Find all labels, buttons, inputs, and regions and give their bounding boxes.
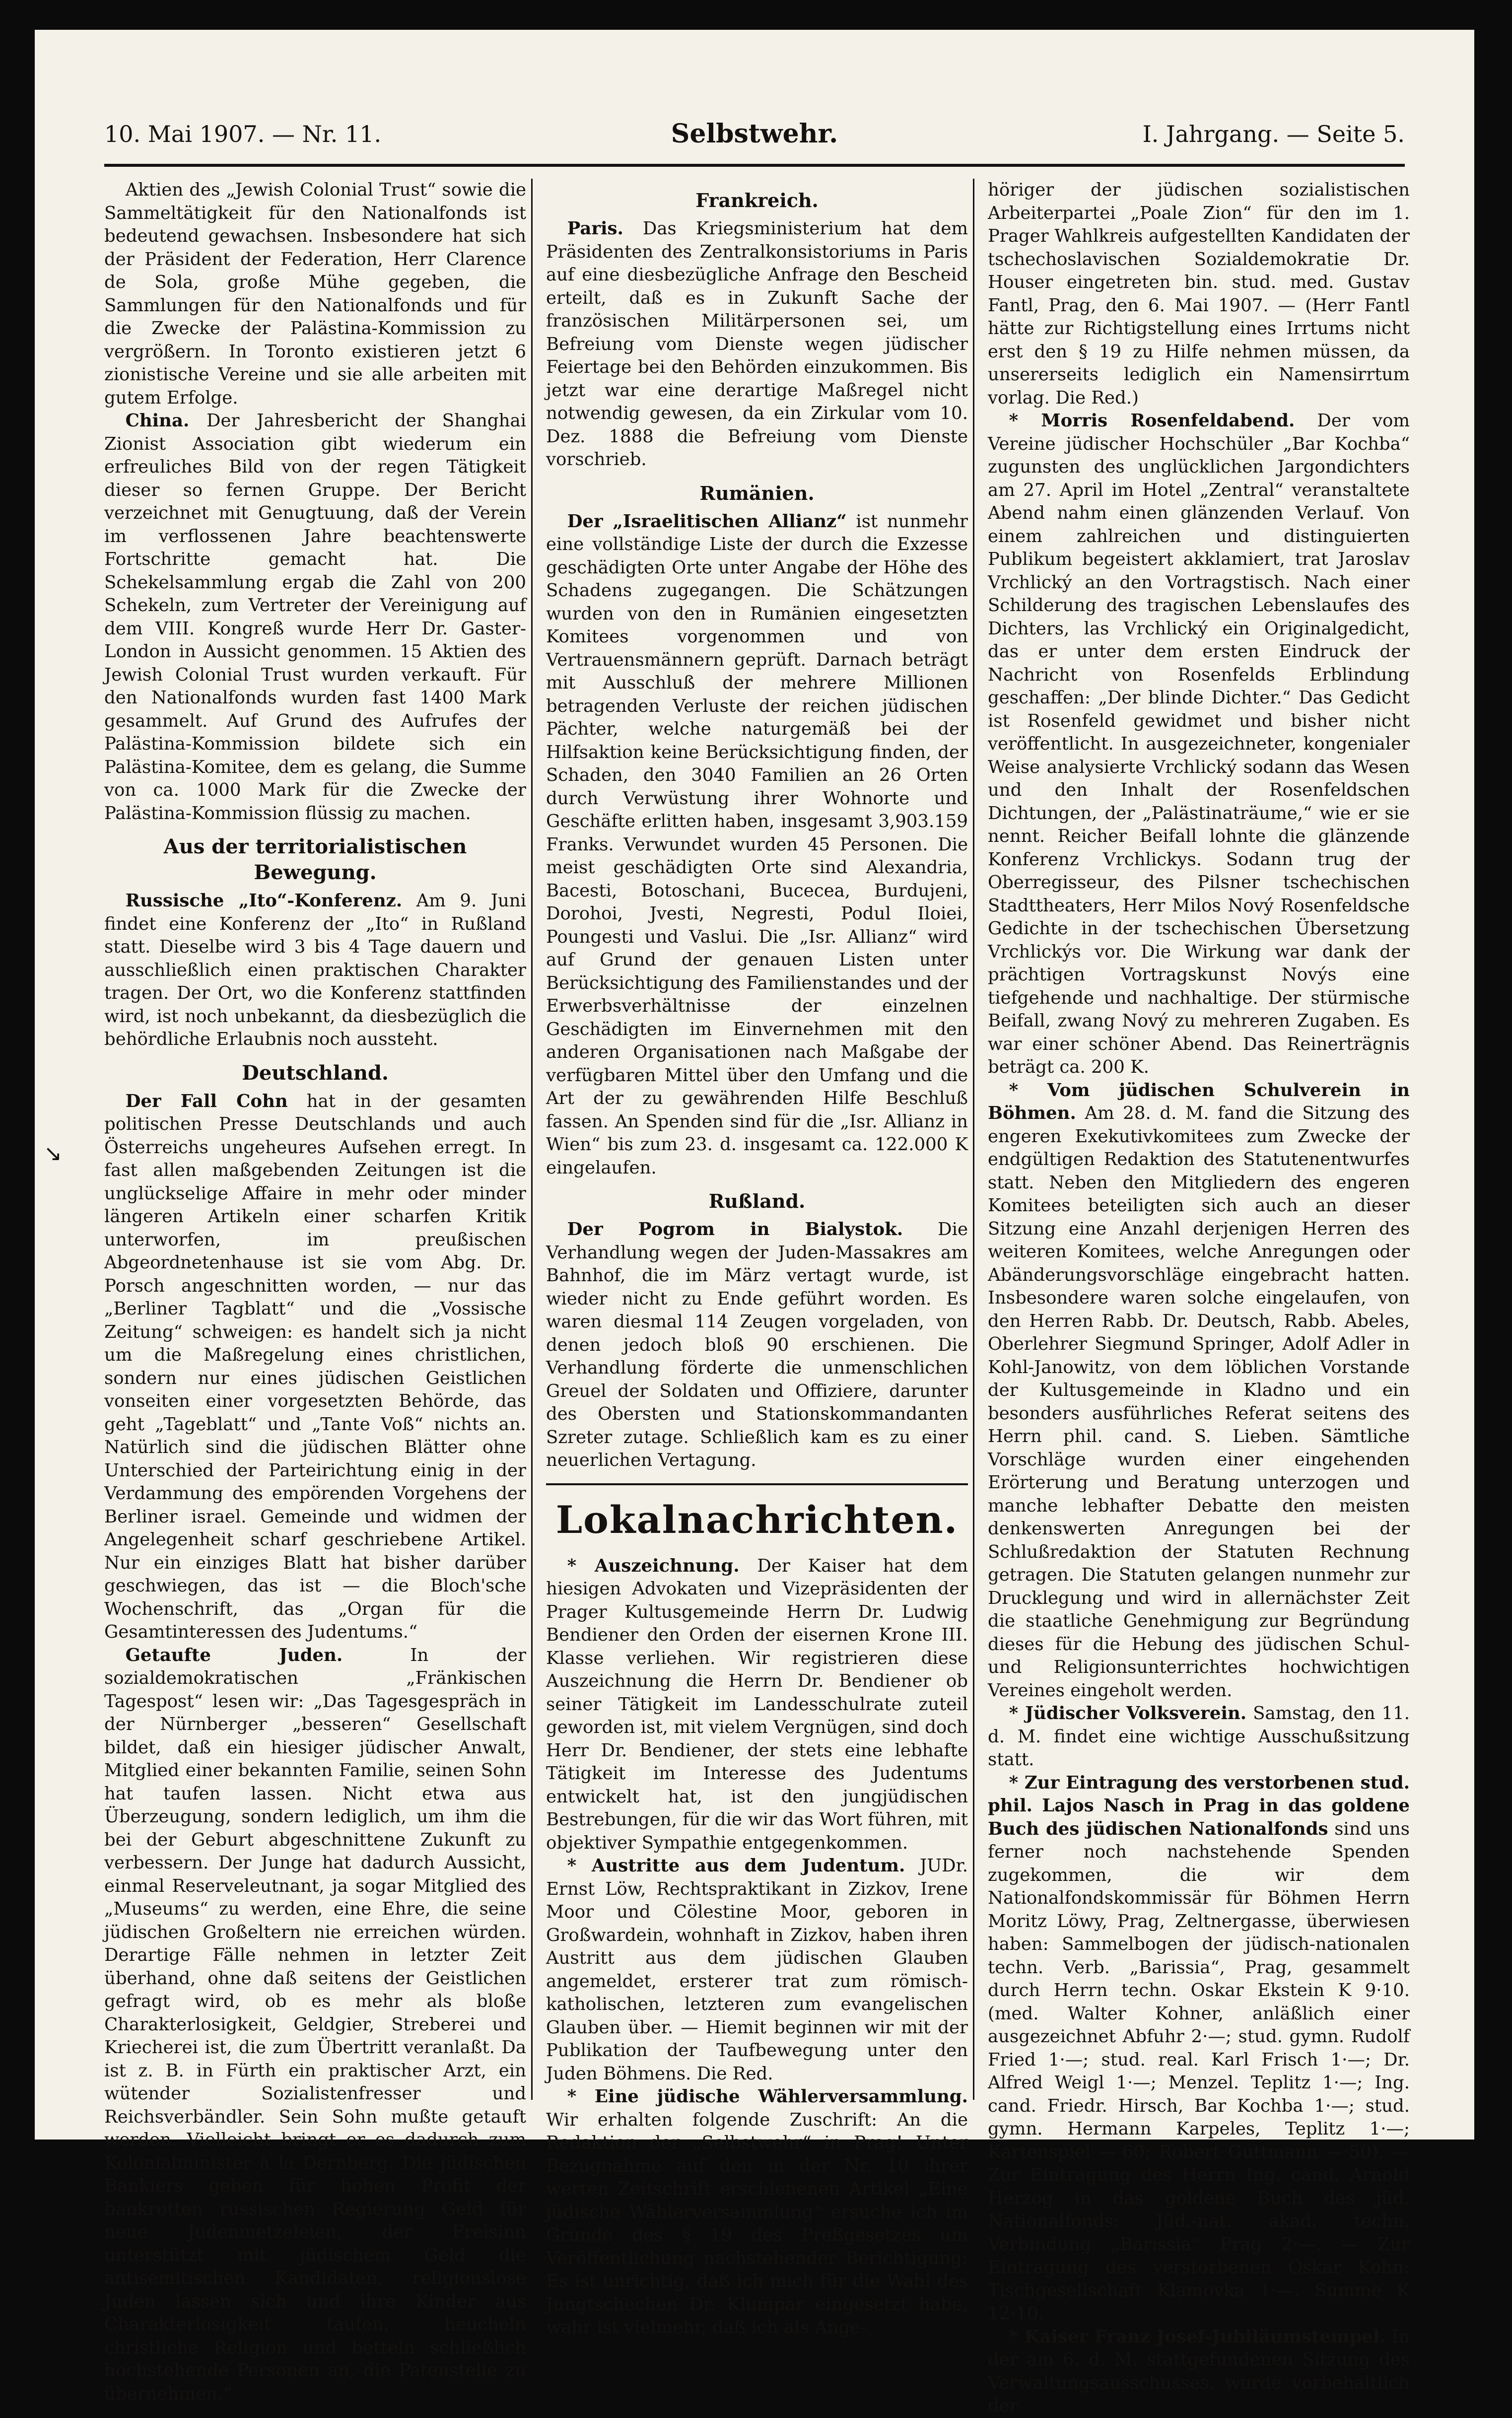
- column-rule-2: [973, 179, 974, 2100]
- page-header: [104, 114, 1405, 154]
- header-masthead: Selbstwehr.: [671, 119, 838, 149]
- article-stempel-body: In der am 6. d. M. stattgefundenen Sitzung des Verwaltungsausschusses, wurde vorbehaltlich der: [988, 2326, 1410, 2416]
- article-pogrom-body: Die Verhandlung wegen der Juden-Massakres am Bahnhof, die im März vertagt wurde, ist wieder nicht zu Ende geführt worden. Es waren diesmal 114 Zeugen vorgeladen, von denen jedoch bloß 90 erschienen. Die Verhandlung förderte die unmenschlichen Greuel der Soldaten und Offiziere, darunter des Obersten und Stationskommandanten Szreter zutage. Schließlich kam es zu einer neuerlichen Vertagung.: [546, 1219, 968, 1470]
- header-volume-page: I. Jahrgang. — Seite 5.: [1142, 121, 1405, 147]
- column-3: [988, 179, 1410, 2416]
- section-heading-russia: Rußland.: [708, 1190, 806, 1212]
- article-waehler-continuation: höriger der jüdischen sozialistischen Arbeiterpartei „Poale Zion“ für den im 1. Prager Wahlkreis aufgestellten Kandidaten der tschechoslavischen Sozialdemokratie Dr. Houser eingetreten bin. stud. med. Gustav Fantl, Prag, den 6. Mai 1907. — (Herr Fantl hätte zur Richtigstellung eines Irrtums nicht erst den § 19 zu Hilfe nehmen müssen, da unsererseits lediglich ein Namensirrtum vorlag. Die Red.): [988, 180, 1410, 408]
- section-heading-france: Frankreich.: [695, 189, 819, 211]
- article-rosenfeldabend: [988, 410, 1410, 1079]
- newspaper-page: [35, 30, 1474, 2416]
- article-pogrom-bialystok: [546, 1218, 968, 1472]
- article-waehler-body: Wir erhalten folgende Zuschrift: An die Redaktion der „Selbstwehr“ in Prag! Unter Bezugnahme auf den in der Nr. 10 ihrer werten Zeitschrift erschienenen Artikel „Eine jüdische Wählerversammlung“ ersuche ich im Grunde des § 19 des Preßgesetzes um Veröffentlichung nachstehender Berichtigung: Es ist unrichtig, daß ich mich für die Wahl des Jungtschechen Dr. Klumpar eingesetzt habe, wahr ist vielmehr, daß ich als Ange-: [546, 2109, 968, 2338]
- header-rule: [104, 164, 1405, 167]
- section-divider-rule: [546, 1483, 968, 1485]
- article-auszeichnung-title: * Auszeichnung.: [567, 1555, 740, 1576]
- article-jubilaeumstempel: [988, 2326, 1410, 2418]
- article-austritte: [546, 1855, 968, 2085]
- article-ito-body: Am 9. Juni findet eine Konferenz der „Ito“ in Rußland statt. Dieselbe wird 3 bis 4 Tage dauern und ausschließlich einen praktischen Charakter tragen. Der Ort, wo die Konferenz stattfinden wird, ist noch unbekannt, da diesbezüglich die behördliche Erlaubnis noch aussteht.: [104, 891, 527, 1049]
- article-nationalfonds: [988, 1772, 1410, 2326]
- article-waehler-title: * Eine jüdische Wählerversammlung.: [567, 2086, 968, 2107]
- article-rosenfeld-title: * Morris Rosenfeldabend.: [1009, 411, 1295, 431]
- article-pogrom-title: Der Pogrom in Bialystok.: [567, 1219, 903, 1240]
- article-allianz-body: ist nunmehr eine vollständige Liste der durch die Exzesse geschädigten Orte unter Angabe der Höhe des Schadens zugegangen. Die Schätzungen wurden von den in Rumänien eingesetzten Komitees vorgenommen und von Vertrauensmännern geprüft. Darnach beträgt mit Ausschluß der mehrere Millionen betragenden Verluste der reichen jüdischen Pächter, welche naturgemäß bei der Hilfsaktion keine Berücksichtigung finden, der Schaden, den 3040 Familien an 26 Orten durch Verwüstung ihrer Wohnorte und Geschäfte erlitten haben, insgesamt 3,903.159 Franks. Verwundet wurden 45 Personen. Die meist geschädigten Orte sind Alexandria, Bacesti, Botoschani, Buceceа, Burdujeni, Dorohoi, Jvesti, Negresti, Podul Iloiei, Poungesti und Vaslui. Die „Isr. Allianz“ wird auf Grund der genauen Listen unter Berücksichtigung des Familienstandes und der Erwerbsverhältnisse der einzelnen Geschädigten im Einvernehmen mit den anderen Organisationen nach Maßgabe der verfügbaren Mittel über den Umfang und die Art der zu gewährenden Hilfe Beschluß fassen. An Spenden sind für die „Isr. Allianz in Wien“ bis zum 23. d. insgesamt ca. 122.000 K eingelaufen.: [546, 511, 968, 1178]
- article-schulverein: [988, 1079, 1410, 1703]
- article-nationalfonds-body: sind uns ferner noch nachstehende Spenden zugekommen, die wir dem Nationalfondskommissär für Böhmen Herrn Moritz Löwy, Prag, Zeltnergasse, überwiesen haben: Sammelbogen der jüdisch-nationalen techn. Verb. „Barissia“, Prag, gesammelt durch Herrn techn. Oskar Ekstein K 9·10. (med. Walter Kohner, anläßlich einer ausgezeichnet Abfuhr 2·—; stud. gymn. Rudolf Fried 1·—; stud. real. Karl Frisch 1·—; Dr. Alfred Weigl 1·—; Menzel. Teplitz 1·—; Ing. cand. Friedr. Hirsch, Bar Kochba 1·—; stud. gymn. Hermann Karpeles, Teplitz 1·—; Kartenspiel —·60; Robert Guttmann —·50). — Zur Eintragung des Herrn Ing. cand. Arnold Herzog in das goldene Buch des jüd. Nationalfonds: Jüd.-nat. akad. techn. Verbindung „Barissia“ Prag 2·—. — Zur Eintragung des verstorbenen Oskar Kohn: Tischgesellschaft Klamovka 1·—. Summe K 12·10.: [988, 1818, 1410, 2324]
- article-auszeichnung: [546, 1555, 968, 1855]
- article-allianz: [546, 510, 968, 1180]
- article-ito-title: Russische „Ito“-Konferenz.: [125, 891, 403, 911]
- article-getaufte-body: In der sozialdemokratischen „Fränkischen Tagespost“ lesen wir: „Das Tagesgespräch in der Nürnberger „besseren“ Gesellschaft bildet, daß ein hiesiger jüdischer Anwalt, Mitglied einer bekannten Familie, seinen Sohn hat taufen lassen. Nicht etwa aus Überzeugung, sondern lediglich, um ihm die bei der Geburt abgeschnittene Zukunft zu verbessern. Der Junge hat dadurch Aussicht, einmal Reserveleutnant, ja sogar Mitglied des „Museums“ zu werden, eine Ehre, die seine jüdischen Großeltern nie erreichen würden. Derartige Fälle nehmen in letzter Zeit überhand, ohne daß seitens der Geistlichen gefragt wird, ob es mehr als bloße Charakterlosigkeit, Geldgier, Streberei und Kriecherei ist, die zum Übertritt veranlaßt. Da ist z. B. in Fürth ein praktischer Arzt, ein wütender Sozialistenfresser und Reichsverbändler. Sein Sohn mußte getauft werden. Vielleicht bringt er es dadurch zum Kolonialminister à la Dernberg. Die jüdischen Bankiers geben für hohen Profit der bankrotten russischen Regierung Geld für neue Judenmetzeleien, der Freisinn unterstützt mit jüdischem Geld die antisemitischen Kandidaten, religionslose Juden lassen sich und ihre Kinder aus Charakterlosigkeit taufen, heucheln christliche Religion und betteln schließlich hochstehende Personen an, die Patenstelle zu übernehmen.“: [104, 1645, 526, 2404]
- margin-arrow-mark: ↘: [44, 1141, 62, 1166]
- section-heading-romania: Rumänien.: [699, 482, 815, 504]
- section-heading-germany: Deutschland.: [242, 1061, 389, 1085]
- article-volksverein: [988, 1702, 1410, 1772]
- article-cohn-title: Der Fall Cohn: [125, 1091, 288, 1111]
- article-schulverein-title: * Vom jüdischen Schulverein in Böhmen.: [988, 1080, 1410, 1123]
- article-canada-continuation: Aktien des „Jewish Colonial Trust“ sowie die Sammeltätigkeit für den Nationalfonds ist bedeutend gewachsen. Insbesondere hat sich der Präsident der Federation, Herr Clarence de Sola, große Mühe gegeben, die Sammlungen für den Nationalfonds und für die Zwecke der Palästina-Kommission zu vergrößern. In Toronto existieren jetzt 6 zionistische Vereine und sie alle arbeiten mit gutem Erfolge.: [104, 180, 526, 408]
- article-paris: [546, 217, 968, 472]
- column-rule-1: [531, 179, 533, 2100]
- article-volksverein-title: * Jüdischer Volksverein.: [1009, 1703, 1247, 1724]
- article-austritte-title: * Austritte aus dem Judentum.: [567, 1856, 905, 1876]
- article-getaufte-juden: [104, 1644, 526, 2406]
- article-auszeichnung-body: Der Kaiser hat dem hiesigen Advokaten und Vizepräsidenten der Prager Kultusgemeinde Herrn Dr. Ludwig Bendiener den Orden der eisernen Krone III. Klasse verliehen. Wir registrieren diese Auszeichnung die Herrn Dr. Bendiener ob seiner Tätigkeit im Landesschulrate zuteil geworden ist, mit vielem Vergnügen, sind doch Herr Dr. Bendiener, der stets eine lebhafte Tätigkeit im Interesse des Judentums entwickelt hat, ist den jungjüdischen Bestrebungen, für die wir das Wort führen, mit objektiver Sympathie entgegenkommen.: [546, 1555, 968, 1853]
- article-fall-cohn: [104, 1090, 526, 1644]
- article-stempel-title: * Kaiser Franz Josef-Jubiläumstempel.: [1009, 2326, 1386, 2347]
- article-getaufte-title: Getaufte Juden.: [125, 1645, 343, 1665]
- header-date-issue: 10. Mai 1907. — Nr. 11.: [104, 121, 382, 147]
- article-china-title: China.: [125, 411, 190, 431]
- article-allianz-title: Der „Israelitischen Allianz“: [567, 511, 847, 532]
- article-china-body: Der Jahresbericht der Shanghai Zionist Association gibt wiederum ein erfreuliches Bild von der regen Tätigkeit dieser so fernen Gruppe. Der Bericht verzeichnet mit Genugtuung, daß der Verein im verflossenen Jahre beachtenswerte Fortschritte gemacht hat. Die Schekelsammlung ergab die Zahl von 200 Schekeln, zum Vertreter der Vereinigung auf dem VIII. Kongreß wurde Herr Dr. Gaster-London in Aussicht genommen. 15 Aktien des Jewish Colonial Trust wurden verkauft. Für den Nationalfonds wurden fast 1400 Mark gesammelt. Auf Grund des Aufrufes der Palästina-Kommission bildete sich ein Palästina-Komitee, dem es gelang, die Summe von ca. 1000 Mark für die Zwecke der Palästina-Kommission flüssig zu machen.: [104, 411, 526, 824]
- article-rosenfeld-body: Der vom Vereine jüdischer Hochschüler „Bar Kochba“ zugunsten des unglücklichen Jargondichters am 27. April im Hotel „Zentral“ veranstaltete Abend nahm einen glänzenden Verlauf. Von einem zahlreichen und distinguierten Publikum begeistert akklamiert, trat Jaroslav Vrchlický an den Vortragstisch. Nach einer Schilderung des tragischen Lebenslaufes des Dichters, las Vrchlický ein Originalgedicht, das er unter dem ersten Eindruck der Nachricht von Rosenfelds Erblindung geschaffen: „Der blinde Dichter.“ Das Gedicht ist Rosenfeld gewidmet und bisher nicht veröffentlicht. In ausgezeichneter, kongenialer Weise analysierte Vrchlický sodann das Wesen und den Inhalt der Rosenfeldschen Dichtungen, der „Palästinaträume,“ wie er sie nennt. Reicher Beifall lohnte die glänzende Konferenz Vrchlickys. Sodann trug der Oberregisseur, des Pilsner tschechischen Stadttheaters, Herr Milos Nový Rosenfeldsche Gedichte in der tschechischen Übersetzung Vrchlickýs vor. Die Wirkung war dank der prächtigen Vortragskunst Novýs eine tiefgehende und nachhaltige. Der stürmische Beifall, zwang Nový zu mehreren Zugaben. Es war einer schöner Abend. Das Reinerträgnis beträgt ca. 200 K.: [988, 411, 1410, 1077]
- article-schulverein-body: Am 28. d. M. fand die Sitzung des engeren Exekutivkomitees zum Zwecke der endgültigen Redaktion des Statutenentwurfes statt. Neben den Mitgliedern des engeren Komitees beteiligten sich auch an dieser Sitzung eine Anzahl derjenigen Herren des weiteren Komitees, welche Anregungen oder Abänderungsvorschläge eingebracht hatten. Insbesondere waren solche eingelaufen, von den Herren Rabb. Dr. Deutsch, Rabb. Abeles, Oberlehrer Siegmund Springer, Adolf Adler in Kohl-Janowitz, von dem löblichen Vorstande der Kultusgemeinde in Kladno und ein besonders ausführliches Referat seitens des Herrn phil. cand. S. Lieben. Sämtliche Vorschläge wurden einer eingehenden Erörterung und Beratung unterzogen und manche lebhafter Debatte den meisten denkenswerten Anregungen bei der Schlußredaktion der Statuten Rechnung getragen. Die Statuten gelangen nunmehr zur Drucklegung und wird in allernächster Zeit die staatliche Genehmigung zur Begründung dieses für die Hebung des jüdischen Schul- und Religionsunterrichtes hochwichtigen Vereines eingeholt werden.: [988, 1103, 1410, 1701]
- section-heading-lokalnachrichten: Lokalnachrichten.: [555, 1497, 959, 1542]
- article-paris-body: Das Kriegsministerium hat dem Präsidenten des Zentralkonsistoriums in Paris auf eine diesbezügliche Anfrage den Bescheid erteilt, daß es in Zukunft Sache der französischen Militärpersonen sei, um Befreiung vom Dienste wegen jüdischer Feiertage bei den Behörden einzukommen. Bis jetzt war eine derartige Maßregel nicht notwendig gewesen, da ein Zirkular vom 10. Dez. 1888 die Befreiung vom Dienste vorschrieb.: [546, 218, 968, 470]
- column-2: [546, 179, 968, 2338]
- article-nationalfonds-title: * Zur Eintragung des verstorbenen stud. phil. Lajos Nasch in Prag in das goldene Buch des jüdischen Nationalfonds: [988, 1772, 1410, 1839]
- article-paris-title: Paris.: [567, 218, 623, 239]
- article-ito-conference: [104, 890, 526, 1051]
- column-1: [104, 179, 527, 2404]
- section-heading-territorialist: Aus der territorialistischen Bewegung.: [163, 835, 467, 884]
- article-waehlerversammlung: [546, 2085, 968, 2340]
- article-volksverein-body: Samstag, den 11. d. M. findet eine wichtige Ausschußsitzung statt.: [988, 1703, 1410, 1770]
- article-cohn-body: hat in der gesamten politischen Presse Deutschlands und auch Österreichs ungeheures Aufsehen erregt. In fast allen maßgebenden Zeitungen ist die unglückselige Affaire in mehr oder minder längeren Artikeln einer scharfen Kritik unterworfen, im preußischen Abgeordnetenhause ist sie vom Abg. Dr. Porsch angeschnitten worden, — nur das „Berliner Tagblatt“ und die „Vossische Zeitung“ schweigen: es handelt sich ja nicht um die Maßregelung eines christlichen, sondern nur eines jüdischen Geistlichen vonseiten einer vorgesetzten Behörde, das geht „Tageblatt“ und „Tante Voß“ nichts an. Natürlich sind die jüdischen Blätter ohne Unterschied der Parteirichtung einig in der Verdammung des empörenden Vorgehens der Berliner israel. Gemeinde und widmen der Angelegenheit scharf geschriebene Artikel. Nur ein einziges Blatt hat bisher darüber geschwiegen, das ist — die Bloch'sche Wochenschrift, das „Organ für die Gesamtinteressen des Judentums.“: [104, 1091, 526, 1642]
- article-austritte-body: JUDr. Ernst Löw, Rechtspraktikant in Zizkov, Irene Moor und Cölestine Moor, geboren in Großwardein, wohnhaft in Zizkov, haben ihren Austritt aus dem jüdischen Glauben angemeldet, ersterer trat zum römisch-katholischen, letzteren zum evangelischen Glauben über. — Hiemit beginnen wir mit der Publikation der Taufbewegung unter den Juden Böhmens. Die Red.: [546, 1856, 968, 2084]
- article-china: [104, 410, 526, 825]
